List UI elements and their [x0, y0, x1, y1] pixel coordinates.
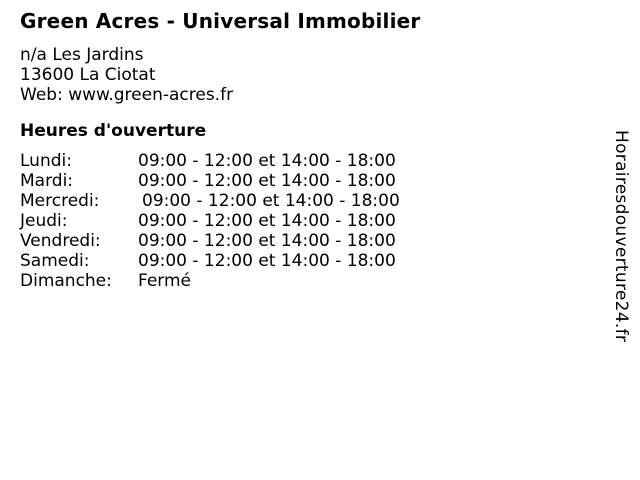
hours-row-wednesday	[20, 191, 400, 211]
site-watermark: Horairesdouverture24.fr	[611, 130, 631, 343]
time-value: 09:00 - 12:00 et 14:00 - 18:00	[138, 171, 396, 191]
time-value: 09:00 - 12:00 et 14:00 - 18:00	[138, 231, 396, 251]
hours-row-sunday	[20, 271, 400, 291]
time-value: Fermé	[138, 271, 192, 291]
website-line: Web: www.green-acres.fr	[20, 85, 234, 105]
hours-row-thursday	[20, 211, 400, 231]
page-title: Green Acres - Universal Immobilier	[20, 9, 421, 33]
day-label: Dimanche:	[20, 271, 112, 291]
time-value: 09:00 - 12:00 et 14:00 - 18:00	[142, 191, 400, 211]
hours-row-friday	[20, 231, 400, 251]
address-block	[20, 45, 233, 105]
address-line-2: 13600 La Ciotat	[20, 65, 156, 85]
day-label: Lundi:	[20, 151, 72, 171]
hours-row-tuesday	[20, 171, 400, 191]
time-value: 09:00 - 12:00 et 14:00 - 18:00	[138, 151, 396, 171]
day-label: Jeudi:	[20, 211, 68, 231]
day-label: Mardi:	[20, 171, 74, 191]
time-value: 09:00 - 12:00 et 14:00 - 18:00	[138, 211, 396, 231]
hours-row-saturday	[20, 251, 400, 271]
hours-row-monday	[20, 151, 400, 171]
day-label: Samedi:	[20, 251, 90, 271]
time-value: 09:00 - 12:00 et 14:00 - 18:00	[138, 251, 396, 271]
opening-hours-heading: Heures d'ouverture	[20, 121, 207, 141]
day-label: Mercredi:	[20, 191, 100, 211]
opening-hours-table	[20, 151, 400, 291]
day-label: Vendredi:	[20, 231, 101, 251]
address-line-1: n/a Les Jardins	[20, 45, 144, 65]
